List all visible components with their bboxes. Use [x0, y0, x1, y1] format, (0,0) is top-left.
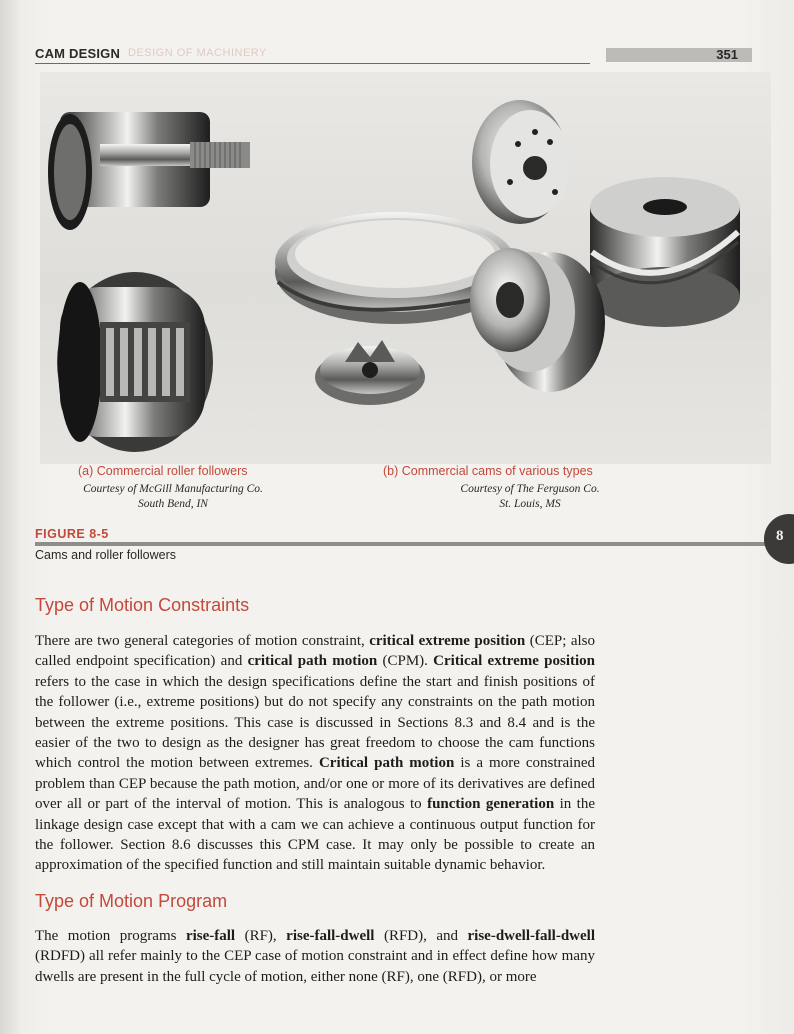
text-run: (RFD), and [374, 928, 468, 944]
courtesy-b-line2: St. Louis, MS [499, 498, 561, 510]
text-run: in the linkage design case except that with a cam we can achieve a continuous output function for the follower. Section 8.6 discusses this CPM case. It may only be possible to create an approximation of the specified function and still maintain suitable dynamic behavior. [35, 796, 595, 874]
bold-term: Critical path motion [318, 755, 455, 772]
bold-term: rise-fall-dwell [286, 928, 375, 944]
paragraph-motion-constraints [35, 631, 595, 876]
section-heading-motion-constraints: Type of Motion Constraints [35, 595, 250, 615]
bold-term: critical path motion [247, 653, 378, 670]
cams-and-followers-photo [40, 72, 771, 464]
cylinder-cam [590, 177, 740, 327]
courtesy-a [73, 482, 273, 512]
courtesy-a-line2: South Bend, IN [138, 498, 208, 510]
text-run: refers to the case in which the design specifications define the start and finish positions of the follower (i.e., extreme positions) but do not specify any constraints on the path motion between the extreme positions. This case is discussed in Sections 8.3 and 8.4 and is the easier of the two to design as the designer has great freedom to choose the cam functions which control the motion between extremes. [35, 673, 595, 772]
text-run: (CPM). [377, 653, 434, 670]
bold-term: function generation [427, 796, 555, 813]
text-run: (RDFD) all refer mainly to the CEP case of motion constraint and in effect define how many dwells are present in the full cycle of motion, either none (RF), one (RFD), or more [35, 948, 595, 985]
text-run: (CEP; also called endpoint specification) and [35, 633, 595, 670]
courtesy-a-line1: Courtesy of McGill Manufacturing Co. [83, 483, 263, 495]
courtesy-b [430, 482, 630, 512]
paragraph-motion-program [35, 926, 595, 987]
courtesy-b-line1: Courtesy of The Ferguson Co. [460, 483, 600, 495]
bleed-through-header: DESIGN OF MACHINERY [128, 47, 267, 59]
chapter-tab-number: 8 [776, 528, 784, 544]
page-number: 351 [716, 47, 738, 62]
roller-follower-top [48, 112, 250, 230]
figure-photo [40, 72, 771, 464]
text-run: There are two general categories of motion constraint, [35, 633, 370, 649]
bold-term: critical extreme position [369, 633, 526, 649]
disc-cam [472, 100, 570, 224]
bold-term: Critical extreme position [433, 653, 595, 670]
running-header-title: CAM DESIGN [35, 46, 121, 61]
text-run: is a more constrained problem than CEP because the path motion, and/or one or more of its derivatives are defined over all or part of the interval of motion. This is analogous to [35, 755, 596, 813]
figure-rule [35, 542, 794, 546]
figure-caption: Cams and roller followers [35, 548, 177, 562]
page-number-box [606, 48, 752, 62]
header-rule [35, 63, 590, 64]
lobe-cam [315, 340, 425, 405]
roller-pair [470, 248, 605, 392]
subfigure-a-caption: (a) Commercial roller followers [78, 464, 248, 478]
subfigure-b-caption: (b) Commercial cams of various types [383, 464, 593, 478]
text-run: The motion programs [35, 928, 186, 944]
figure-label: FIGURE 8-5 [35, 527, 109, 541]
section-heading-motion-program: Type of Motion Program [35, 891, 228, 911]
roller-follower-bottom [57, 272, 213, 452]
bold-term: rise-dwell-fall-dwell [467, 928, 595, 944]
text-run: (RF), [235, 928, 287, 944]
bold-term: rise-fall [185, 928, 236, 944]
